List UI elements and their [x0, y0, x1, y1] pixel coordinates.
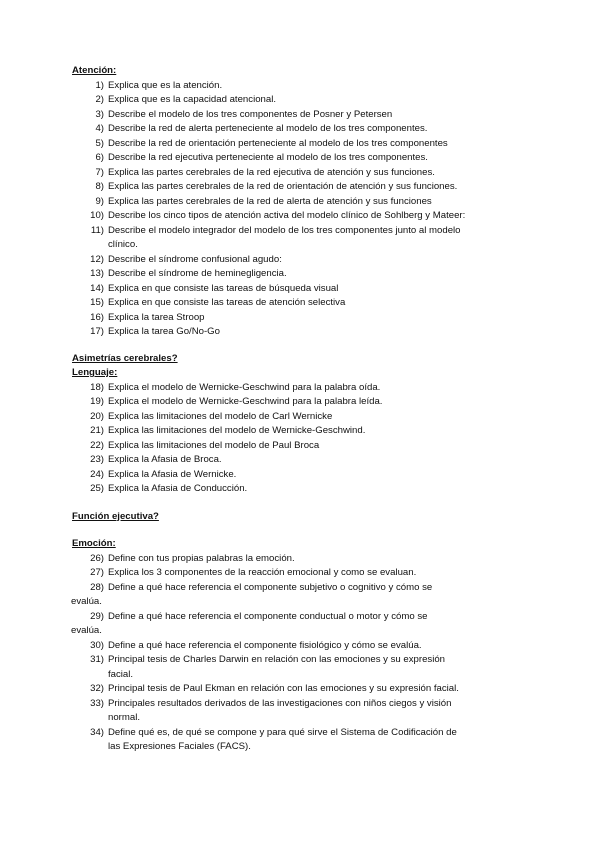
question-text-continuation: normal.	[108, 712, 140, 723]
question-number: 33)	[90, 697, 104, 709]
question-text: Principales resultados derivados de las investigaciones con niños ciegos y visión	[108, 697, 452, 709]
question-text: Define qué es, de qué se compone y para qué sirve el Sistema de Codificación de	[108, 726, 457, 738]
section-heading-funcion-ejecutiva: Función ejecutiva?	[72, 510, 159, 522]
question-number: 8)	[95, 181, 104, 192]
question-list-atencion	[72, 79, 532, 340]
question-item	[72, 439, 532, 454]
question-text: Principal tesis de Paul Ekman en relación con las emociones y su expresión facial.	[108, 683, 459, 694]
question-text: Explica las partes cerebrales de la red ejecutiva de atención y sus funciones.	[108, 166, 435, 178]
question-item	[72, 468, 532, 483]
question-text: Describe el modelo de los tres componentes de Posner y Petersen	[108, 108, 393, 120]
question-text-continuation: las Expresiones Faciales (FACS).	[108, 741, 251, 752]
question-item	[72, 224, 532, 253]
question-number: 13)	[90, 268, 104, 279]
question-item	[72, 653, 532, 682]
question-number: 5)	[95, 137, 104, 149]
question-text: Explica las limitaciones del modelo de Wernicke-Geschwind.	[108, 425, 366, 436]
question-text: Define con tus propias palabras la emoción.	[108, 552, 295, 564]
question-text: Describe el modelo integrador del modelo de los tres componentes junto al modelo	[108, 224, 461, 236]
question-text: Explica las partes cerebrales de la red de orientación de atención y sus funciones.	[108, 181, 458, 192]
question-text: Describe la red de alerta perteneciente al modelo de los tres componentes.	[108, 123, 428, 134]
question-text: Explica la Afasia de Conducción.	[108, 483, 248, 494]
question-item	[72, 381, 532, 396]
question-text: Describe el síndrome confusional agudo:	[108, 253, 282, 265]
question-text: Explica las limitaciones del modelo de Paul Broca	[108, 439, 320, 451]
question-item	[72, 566, 532, 581]
question-number: 24)	[90, 468, 104, 480]
question-number: 12)	[90, 253, 104, 265]
question-text: Explica en que consiste las tareas de atención selectiva	[108, 297, 346, 308]
question-number: 7)	[95, 166, 104, 178]
question-number: 11)	[90, 224, 104, 236]
question-text: Describe el síndrome de heminegligencia.	[108, 268, 287, 279]
question-number: 30)	[90, 639, 104, 651]
question-number: 32)	[90, 683, 104, 694]
question-item	[72, 610, 532, 639]
question-text: Define a qué hace referencia el componente conductual o motor y cómo se	[108, 610, 428, 622]
question-item	[72, 209, 532, 224]
question-item	[72, 151, 532, 166]
question-item	[72, 552, 532, 567]
question-item	[72, 453, 532, 468]
question-item	[72, 79, 532, 94]
question-number: 18)	[90, 381, 104, 393]
question-item	[72, 424, 532, 439]
question-item	[72, 253, 532, 268]
question-text: Explica el modelo de Wernicke-Geschwind para la palabra oída.	[108, 381, 381, 393]
question-number: 16)	[90, 311, 104, 323]
question-item	[72, 410, 532, 425]
question-item	[72, 122, 532, 137]
question-text: Explica en que consiste las tareas de búsqueda visual	[108, 282, 339, 294]
question-text-continuation: evalúa.	[71, 596, 102, 607]
question-number: 27)	[90, 567, 104, 578]
question-text: Define a qué hace referencia el componente subjetivo o cognitivo y cómo se	[108, 581, 433, 593]
question-number: 29)	[90, 610, 104, 622]
section-heading-asimetrias: Asimetrías cerebrales?	[72, 352, 178, 364]
question-text: Explica la Afasia de Wernicke.	[108, 468, 237, 480]
question-item	[72, 311, 532, 326]
question-text: Describe los cinco tipos de atención activa del modelo clínico de Sohlberg y Mateer:	[108, 210, 466, 221]
question-text: Explica que es la atención.	[108, 79, 223, 91]
question-text-continuation: clínico.	[108, 239, 138, 250]
question-number: 3)	[95, 108, 104, 120]
question-item	[72, 726, 532, 755]
question-number: 6)	[95, 152, 104, 163]
section-heading-lenguaje: Lenguaje:	[72, 367, 118, 378]
question-text: Explica la Afasia de Broca.	[108, 454, 222, 465]
question-item	[72, 267, 532, 282]
question-number: 20)	[90, 410, 104, 422]
question-number: 15)	[90, 297, 104, 308]
question-number: 4)	[95, 123, 104, 134]
question-text: Explica los 3 componentes de la reacción emocional y como se evaluan.	[108, 567, 417, 578]
question-text-continuation: facial.	[108, 668, 134, 680]
question-number: 28)	[90, 581, 104, 593]
question-number: 25)	[90, 483, 104, 494]
question-number: 23)	[90, 454, 104, 465]
question-number: 14)	[90, 282, 104, 294]
question-number: 26)	[90, 552, 104, 564]
question-text: Explica las limitaciones del modelo de Carl Wernicke	[108, 410, 333, 422]
question-item	[72, 697, 532, 726]
question-list-emocion	[72, 552, 532, 755]
question-number: 21)	[90, 425, 104, 436]
question-text: Describe la red ejecutiva perteneciente al modelo de los tres componentes.	[108, 152, 428, 163]
question-item	[72, 581, 532, 610]
question-text: Explica las partes cerebrales de la red de alerta de atención y sus funciones	[108, 195, 432, 207]
question-number: 31)	[90, 654, 104, 665]
question-item	[72, 93, 532, 108]
question-item	[72, 482, 532, 497]
question-text: Explica la tarea Go/No-Go	[108, 326, 220, 337]
question-item	[72, 296, 532, 311]
question-text: Define a qué hace referencia el componente fisiológico y cómo se evalúa.	[108, 639, 422, 651]
question-item	[72, 325, 532, 340]
question-text: Principal tesis de Charles Darwin en relación con las emociones y su expresión	[108, 654, 446, 665]
question-number: 22)	[90, 439, 104, 451]
question-item	[72, 682, 532, 697]
question-number: 2)	[95, 94, 104, 105]
question-item	[72, 180, 532, 195]
question-number: 1)	[95, 79, 104, 91]
question-number: 34)	[90, 726, 104, 738]
question-text: Explica la tarea Stroop	[108, 311, 205, 323]
question-number: 9)	[95, 195, 104, 207]
question-text: Explica el modelo de Wernicke-Geschwind para la palabra leída.	[108, 396, 383, 407]
question-text: Describe la red de orientación perteneciente al modelo de los tres componentes	[108, 137, 448, 149]
question-text: Explica que es la capacidad atencional.	[108, 94, 277, 105]
question-item	[72, 166, 532, 181]
question-item	[72, 108, 532, 123]
section-heading-emocion: Emoción:	[72, 538, 116, 549]
document-content	[72, 64, 532, 755]
question-item	[72, 137, 532, 152]
question-item	[72, 395, 532, 410]
question-number: 19)	[90, 396, 104, 407]
question-number: 17)	[90, 326, 104, 337]
question-number: 10)	[90, 210, 104, 221]
question-item	[72, 639, 532, 654]
question-item	[72, 282, 532, 297]
question-text-continuation: evalúa.	[71, 625, 102, 636]
question-list-lenguaje	[72, 381, 532, 497]
question-item	[72, 195, 532, 210]
section-heading-atencion: Atención:	[72, 65, 117, 76]
